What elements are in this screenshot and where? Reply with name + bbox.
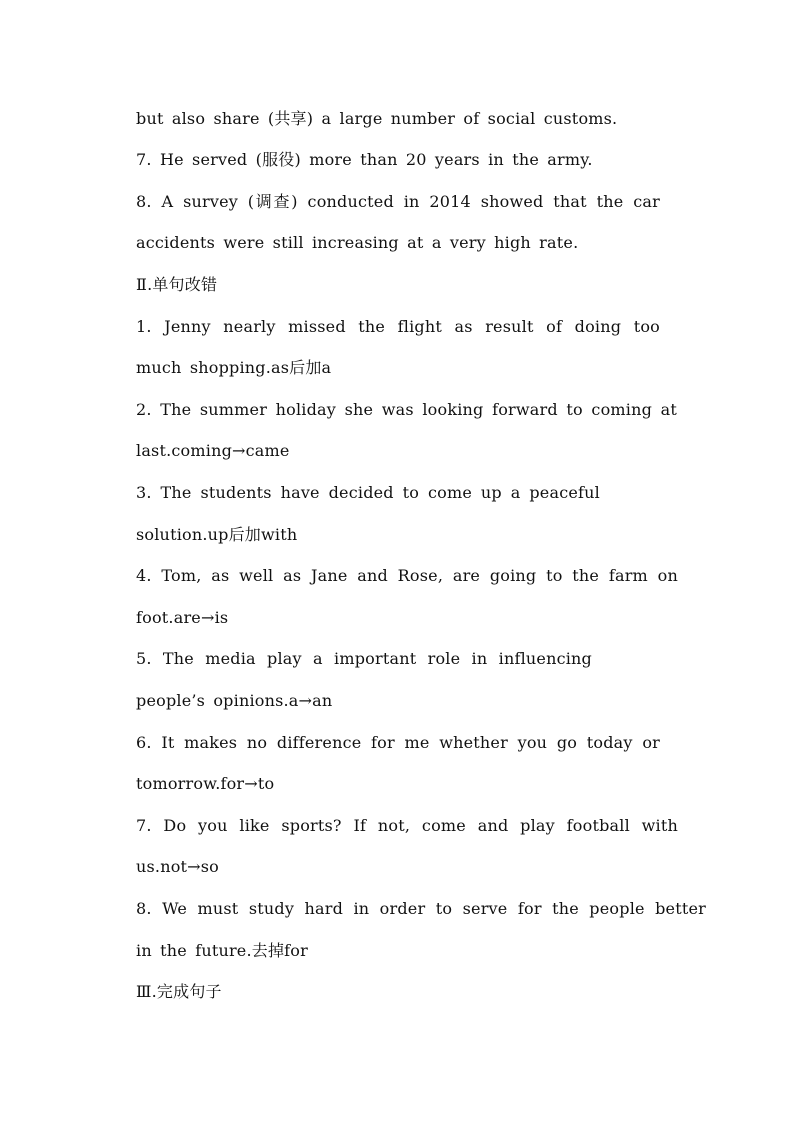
section-heading-complete-sentences: Ⅲ.完成句子 <box>136 982 222 1001</box>
text-line-correction-3: 3. The students have decided to come up a peaceful <box>136 483 600 502</box>
answer-line-correction-8: in the future.去掉for <box>136 941 308 960</box>
answer-line-correction-7: us.not→so <box>136 857 220 876</box>
text-line-item-8-survey: 8. A survey (调查) conducted in 2014 showed that the car <box>136 192 660 211</box>
text-line-correction-2: 2. The summer holiday she was looking forward to coming at <box>136 400 677 419</box>
text-line-correction-1: 1. Jenny nearly missed the flight as result of doing too <box>136 317 660 336</box>
answer-line-correction-1: much shopping.as后加a <box>136 358 332 377</box>
text-line-item-7-served: 7. He served (服役) more than 20 years in the army. <box>136 150 593 169</box>
text-line-correction-7: 7. Do you like sports? If not, come and play football with <box>136 816 678 835</box>
text-line-correction-5: 5. The media play a important role in influencing <box>136 649 592 668</box>
section-heading-error-correction: Ⅱ.单句改错 <box>136 275 218 294</box>
answer-line-correction-2: last.coming→came <box>136 441 290 460</box>
text-line-accidents: accidents were still increasing at a very high rate. <box>136 233 579 252</box>
text-line-correction-6: 6. It makes no difference for me whether you go today or <box>136 733 660 752</box>
answer-line-correction-6: tomorrow.for→to <box>136 774 275 793</box>
text-line-share-customs: but also share (共享) a large number of social customs. <box>136 109 618 128</box>
answer-line-correction-4: foot.are→is <box>136 608 229 627</box>
answer-line-correction-3: solution.up后加with <box>136 525 298 544</box>
answer-line-correction-5: people’s opinions.a→an <box>136 691 333 710</box>
text-line-correction-8: 8. We must study hard in order to serve for the people better <box>136 899 706 918</box>
text-line-correction-4: 4. Tom, as well as Jane and Rose, are going to the farm on <box>136 566 678 585</box>
